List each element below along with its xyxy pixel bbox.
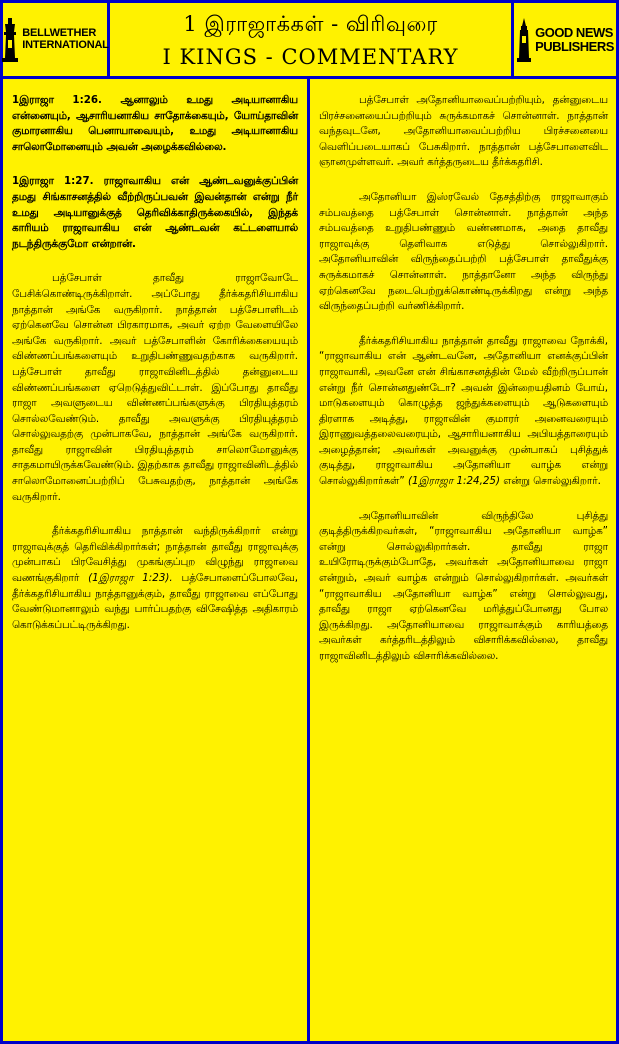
bellwether-logo-mark bbox=[1, 18, 108, 62]
right-column bbox=[310, 79, 616, 1041]
verse-1-26: 1இராஜா 1:26. ஆனாலும் உமது அடியானாகிய என்னையும், ஆசாரியனாகிய சாதோக்கையும், யோய்தாவின் குமாரனாகிய பெனாயாவையும், உமது அடியானாகிய சாலொமோனையும் அவன் அழைக்கவில்லை. bbox=[12, 94, 298, 153]
right-logo-line1: GOOD NEWS bbox=[535, 24, 613, 40]
left-logo-line1: BELLWETHER bbox=[22, 26, 97, 39]
verse-1-27: 1இராஜா 1:27. ராஜாவாகிய என் ஆண்டவனுக்குப்பின் தமது சிங்காசனத்தில் வீற்றிருப்பவன் இவன்தான் என்று நீர் உமது அடியானுக்குத் தெரிவிக்காதிருக்கையில், இந்தக் காரியம் ராஜாவாகிய என் ஆண்டவன் கட்டளையால் நடந்திருக்குமோ என்றான். bbox=[12, 175, 298, 250]
left-column bbox=[3, 79, 307, 1041]
good-news-logo-mark bbox=[516, 18, 614, 62]
commentary-paragraph: பத்சேபாள் அதோனியாவைப்பற்றியும், தன்னுடைய பிரச்சனையைப்பற்றியும் சுருக்கமாகச் சொன்னாள். நாத்தான் வந்தவுடனே, அதோனியாவைப்பற்றிய பிரச்சனையை வெளிப்படையாகப் பேசுகிறார். நாத்தான் பத்சேபாளைவிட ஞானமுள்ளவர். அவர் கர்த்தருடைய தீர்க்கதரிசி. bbox=[319, 94, 608, 169]
commentary-text: தீர்க்கதரிசியாகிய நாத்தான் வந்திருக்கிறார் என்று ராஜாவுக்குத் தெரிவிக்கிறார்கள்; நாத்தான் தாவீது ராஜாவுக்கு முன்பாகப் பிரவேசித்து முகங்குப்புற விழுந்து ராஜாவை வணங்குகிறார் bbox=[12, 525, 298, 585]
page-title-tamil: 1 இராஜாக்கள் - விரிவுரை bbox=[183, 12, 438, 36]
left-logo-line2: INTERNATIONAL bbox=[22, 38, 109, 51]
commentary-paragraph bbox=[12, 524, 298, 633]
commentary-text: பத்சேபாளைப்போலவே, தீர்க்கதரிசியாகிய நாத்தானுக்கும், தாவீது ராஜாவை எப்போது வேண்டுமானாலும் வந்து பார்ப்பதற்கு விசேஷித்த அதிகாரம் கொடுக்கப்பட்டிருக்கிறது. bbox=[12, 572, 298, 631]
scripture-reference: (1இராஜா 1:24,25) bbox=[404, 475, 500, 488]
scripture-reference: (1இராஜா 1:23). bbox=[79, 572, 173, 585]
page-title-english: I KINGS - COMMENTARY bbox=[162, 45, 459, 69]
commentary-paragraph bbox=[319, 334, 608, 490]
commentary-paragraph: அதோனியா இஸ்ரவேல் தேசத்திற்கு ராஜாவாகும் சம்பவத்தை பத்சேபாள் சொன்னாள். நாத்தான் அந்த சம்பவத்தை உறுதிபண்ணும் வண்ணமாக, அதை தாவீது ராஜாவுக்கு தெளிவாக எடுத்து சொல்லுகிறார். அதோனியாவின் விருந்தைப்பற்றி பத்சேபாள் தாவீதுக்கு சுருக்கமாகச் சொன்னாள். நாத்தானோ அந்த விருந்து ஏற்கெனவே நடைபெற்றுக்கொண்டிருக்கிறது என்று அந்த விருந்தைப்பற்றி வர்ணிக்கிறார். bbox=[319, 190, 608, 313]
commentary-text: தீர்க்கதரிசியாகிய நாத்தான் தாவீது ராஜாவை நோக்கி, “ராஜாவாகிய என் ஆண்டவனே, அதோனியா எனக்குப்பின் ராஜாவாகி, அவனே என் சிங்காசனத்தின் மேல் வீற்றிருப்பான் என்று நீர் சொன்னதுண்டோ? அவன் இன்றையதினம் போய், மாடுகளையும் கொழுத்த ஜந்துக்களையும் ஆடுகளையும் திரளாக அடித்து, ராஜாவின் குமாரர் அனைவரையும் இராணுவத்தலைவரையும், ஆசாரியனாகிய அபியத்தாரையும் அழைத்தான்; அவர்கள் அவனுக்கு முன்பாகப் புசித்துக் குடித்து, ராஜாவாகிய அதோனியா வாழ்க என்று சொல்லுகிறார்கள்” bbox=[319, 334, 608, 488]
good-news-logo bbox=[514, 3, 616, 76]
commentary-paragraph: பத்சேபாள் தாவீது ராஜாவோடே பேசிக்கொண்டிருக்கிறாள். அப்போது தீர்க்கதரிசியாகிய நாத்தான் அங்கே வருகிறார். நாத்தான் பத்சேபாளிடம் ஏற்கெனவே சொன்ன பிரகாரமாக, அவர் ஏற்ற வேளையிலே அங்கே வருகிறார். அவர் பத்சேபாளின் கோரிக்கையையும் விண்ணப்பங்களையும் உறுதிபண்ணுவதற்காக வருகிறார். பத்சேபாள் தாவீது ராஜாவினிடத்தில் தன்னுடைய விண்ணப்பங்களை ஏறெடுத்துவிட்டாள். இப்போது தாவீது ராஜா அவளுடைய விண்ணப்பங்களுக்கு பிரதியுத்தரம் சொல்லவேண்டும். தாவீது அவளுக்கு பிரதியுத்தரம் சொல்லுவதற்கு முன்பாகவே, நாத்தான் அங்கே வருகிறார். தாவீது ராஜாவின் பிரதியுத்தரம் சாலொமோனுக்கு சாதகமாயிருக்கவேண்டும். இதற்காக தாவீது ராஜாவினிடத்தில் சாலொமோனைப்பற்றிப் பேசுவதற்கு, நாத்தான் அங்கே வருகிறார். bbox=[12, 272, 298, 503]
commentary-text: என்று சொல்லுகிறார். bbox=[499, 475, 601, 488]
right-logo-line2: PUBLISHERS bbox=[535, 38, 614, 54]
tower-icon bbox=[516, 18, 532, 62]
commentary-paragraph: அதோனியாவின் விருந்திலே புசித்து குடித்திருக்கிறவர்கள், “ராஜாவாகிய அதோனியா வாழ்க” என்று சொல்லுகிறார்கள். தாவீது ராஜா உயிரோடிருக்கும்போதே, அவர்கள் அதோனியாவை ராஜா என்றும், அவர் வாழ்க என்றும் சொல்லுகிறார்கள். அவர்கள் “ராஜாவாகிய அதோனியா வாழ்க” என்று சொல்லுவது, தாவீது ராஜா ஏற்கெனவே மரித்துப்போனது போல இருக்கிறது. அதோனியாவை ராஜாவாக்கும் காரியத்தை அவர்கள் கர்த்தரிடத்திலும் விசாரிக்கவில்லை, தாவீது ராஜாவினிடத்திலும் விசாரிக்கவில்லை. bbox=[319, 509, 608, 662]
bellwether-logo bbox=[3, 3, 107, 76]
title-panel bbox=[110, 3, 511, 76]
bell-tower-icon bbox=[1, 18, 19, 62]
